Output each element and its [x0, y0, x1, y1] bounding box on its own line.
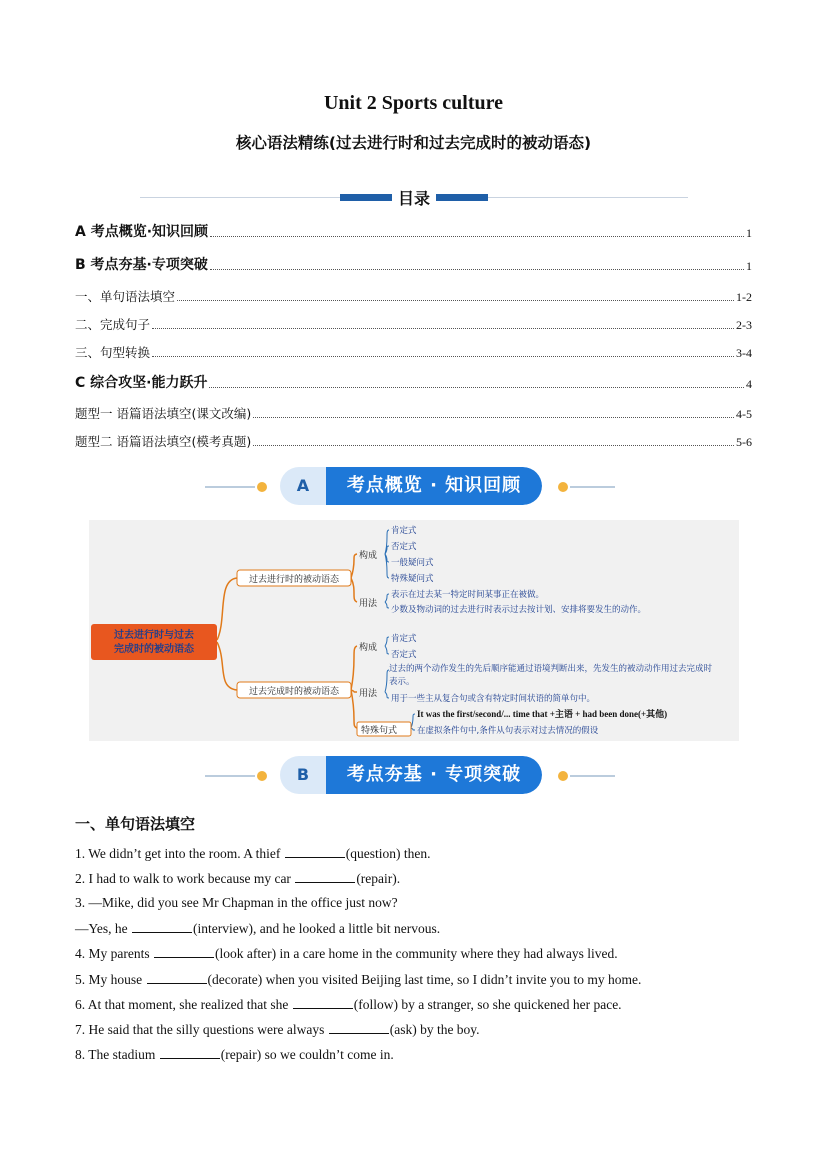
mindmap-leaf: 特殊疑问式	[391, 574, 434, 584]
mindmap-label: 用法	[359, 689, 378, 699]
toc-item[interactable]: A 考点概览·知识回顾 1	[75, 224, 752, 240]
question: 6. At that moment, she realized that she (follow) by a stranger, so she quickened her pace.	[75, 997, 622, 1012]
question: —Yes, he (interview), and he looked a little bit nervous.	[75, 921, 441, 936]
toc-item[interactable]: B 考点夯基·专项突破 1	[75, 257, 752, 273]
mindmap-leaf: 否定式	[391, 650, 417, 660]
mindmap-label: 特殊句式	[361, 726, 398, 736]
mindmap-leaf: 用于一些主从复合句或含有特定时间状语的简单句中。	[391, 694, 596, 704]
answer-blank[interactable]	[132, 920, 192, 933]
toc-item[interactable]: 题型二 语篇语法填空(模考真题) 5-6	[75, 434, 752, 449]
question: 8. The stadium (repair) so we couldn’t come in.	[75, 1047, 394, 1062]
dot-icon	[257, 482, 267, 492]
mindmap-label: 用法	[359, 599, 378, 609]
mindmap-branch2-title: 过去完成时的被动语态	[248, 687, 340, 697]
mindmap-leaf: 过去的两个动作发生的先后顺序能通过语境判断出来，先发生的被动动作用过去完成时表示。	[389, 664, 713, 687]
toc-item[interactable]: 二、完成句子 2-3	[75, 317, 752, 332]
question: 3. —Mike, did you see Mr Chapman in the office just now?	[75, 895, 398, 910]
document-subtitle: 核心语法精练(过去进行时和过去完成时的被动语态)	[235, 134, 592, 152]
toc-item[interactable]: 一、单句语法填空 1-2	[75, 289, 752, 304]
dot-icon	[558, 482, 568, 492]
mindmap-root: 过去进行时与过去	[114, 630, 194, 641]
answer-blank[interactable]	[329, 1021, 389, 1034]
banner-letter: B	[296, 765, 310, 784]
mindmap-root: 完成时的被动语态	[114, 644, 194, 655]
mindmap-leaf: 肯定式	[391, 634, 417, 644]
answer-blank[interactable]	[147, 971, 207, 984]
mindmap-leaf: 表示在过去某一特定时间某事正在被做。	[391, 590, 545, 600]
divider	[488, 197, 688, 198]
answer-blank[interactable]	[285, 845, 345, 858]
section-heading: 一、单句语法填空	[75, 815, 196, 833]
mindmap-label: 构成	[359, 643, 378, 653]
toc-item[interactable]: C 综合攻坚·能力跃升 4	[75, 375, 752, 391]
question: 5. My house (decorate) when you visited Beijing last time, so I didn’t invite you to my home.	[75, 972, 642, 987]
answer-blank[interactable]	[160, 1046, 220, 1059]
answer-blank[interactable]	[295, 870, 355, 883]
banner-letter: A	[296, 476, 310, 495]
divider	[340, 194, 392, 201]
mindmap-leaf: It was the first/second/... time that +主语 + had been done(+其他)	[417, 709, 668, 719]
question: 7. He said that the silly questions were always (ask) by the boy.	[75, 1022, 480, 1037]
section-banner-b	[205, 756, 615, 796]
section-banner-a	[205, 467, 615, 507]
document-title: Unit 2 Sports culture	[323, 92, 504, 114]
mindmap-leaf: 否定式	[391, 542, 417, 552]
grammar-mindmap	[89, 520, 739, 741]
toc-item[interactable]: 题型一 语篇语法填空(课文改编) 4-5	[75, 406, 752, 421]
mindmap-leaf: 在虚拟条件句中,条件从句表示对过去情况的假设	[417, 726, 599, 736]
answer-blank[interactable]	[154, 945, 214, 958]
divider	[140, 197, 340, 198]
mindmap-leaf: 一般疑问式	[391, 558, 434, 568]
mindmap-leaf: 肯定式	[391, 526, 417, 536]
mindmap-leaf: 少数及物动词的过去进行时表示过去按计划、安排将要发生的动作。	[391, 605, 647, 615]
banner-label: 考点概览 · 知识回顾	[326, 467, 542, 505]
dot-icon	[558, 771, 568, 781]
toc-heading	[140, 186, 688, 210]
question: 4. My parents (look after) in a care home in the community where they had always lived.	[75, 946, 618, 961]
toc-heading-text: 目录	[397, 189, 430, 208]
toc-item[interactable]: 三、句型转换 3-4	[75, 345, 752, 360]
question: 1. We didn’t get into the room. A thief (question) then.	[75, 846, 431, 861]
question: 2. I had to walk to work because my car (repair).	[75, 871, 401, 886]
divider	[436, 194, 488, 201]
banner-label: 考点夯基 · 专项突破	[326, 756, 542, 794]
mindmap-label: 构成	[359, 551, 378, 561]
answer-blank[interactable]	[293, 996, 353, 1009]
mindmap-branch1-title: 过去进行时的被动语态	[248, 575, 340, 585]
dot-icon	[257, 771, 267, 781]
